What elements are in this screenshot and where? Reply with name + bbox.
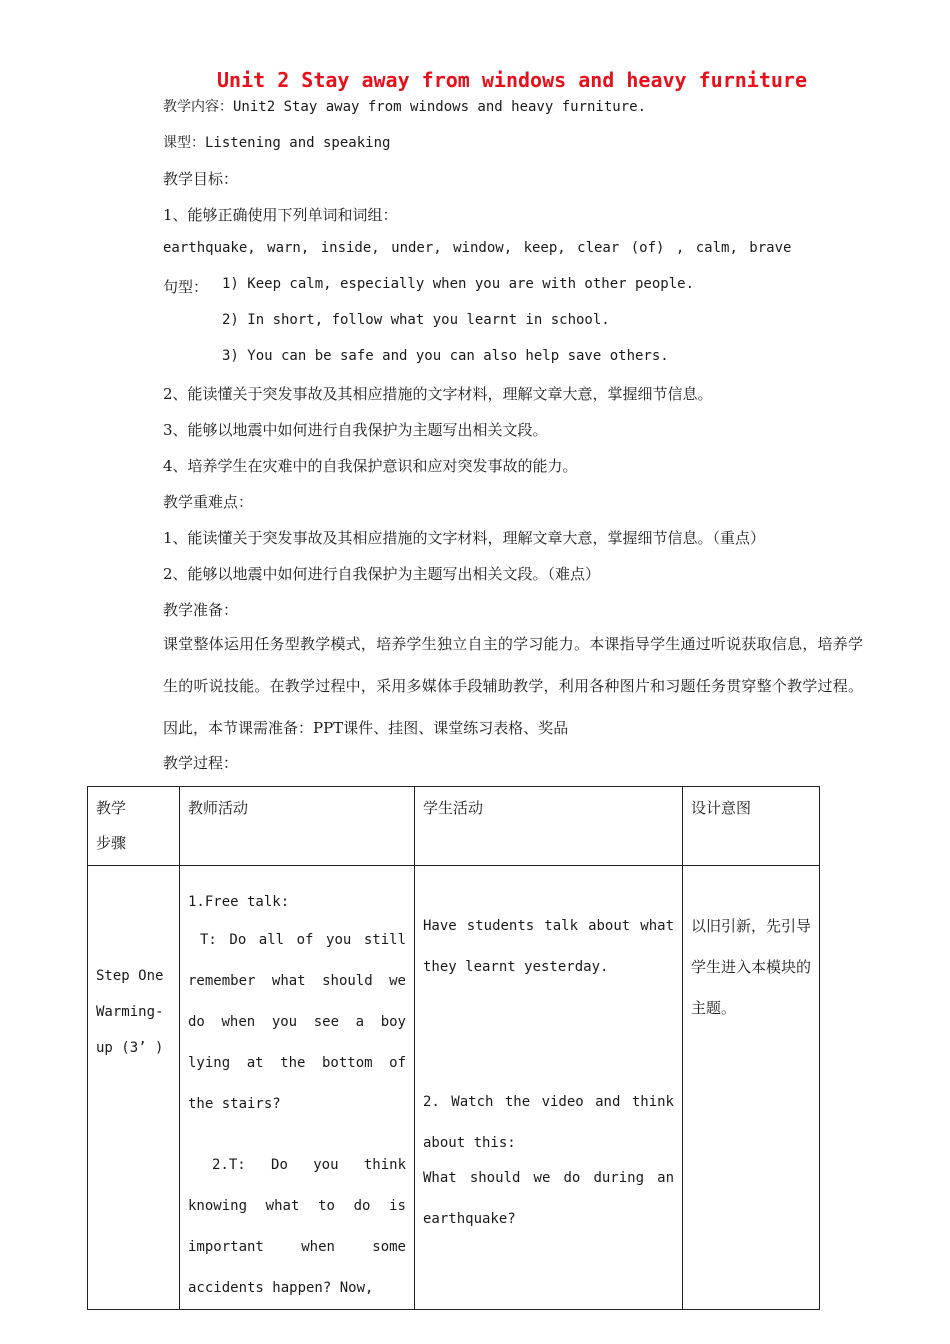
teacher-activity-1-title: 1.Free talk: — [188, 894, 290, 910]
header-step-line-2: 步骤 — [96, 834, 127, 852]
teaching-process-table — [87, 786, 820, 1310]
header-intent — [683, 787, 820, 866]
sentence-2: 2) In short, follow what you learnt in school. — [222, 312, 610, 328]
header-student-label: 学生活动 — [423, 799, 484, 817]
objective-4: 4、培养学生在灾难中的自我保护意识和应对突发事故的能力。 — [163, 457, 578, 475]
lesson-type: 课型：Listening and speaking — [163, 135, 391, 151]
student-activity-3: What should we do during an earthquake? — [423, 1170, 674, 1227]
design-intent-cell — [683, 866, 820, 1310]
step-line-1: Step One — [96, 968, 164, 984]
step-cell — [88, 866, 180, 1310]
student-activity-2: 2. Watch the video and think about this: — [423, 1094, 674, 1151]
objective-3: 3、能够以地震中如何进行自我保护为主题写出相关文段。 — [163, 421, 548, 439]
key-point-1: 1、能读懂关于突发事故及其相应措施的文字材料，理解文章大意，掌握细节信息。（重点） — [163, 529, 766, 547]
process-heading: 教学过程： — [163, 754, 239, 772]
header-teacher — [180, 787, 415, 866]
preparation-heading: 教学准备： — [163, 601, 239, 619]
student-activity-cell — [415, 866, 683, 1310]
vocabulary-list: earthquake, warn, inside, under, window, keep, clear (of) , calm, brave — [163, 240, 792, 256]
teacher-activity-1-text: T: Do all of you still remember what should we do when you see a boy lying at the bottom of the stairs? — [188, 932, 406, 1112]
sentence-label: 句型： — [163, 278, 209, 296]
header-intent-label: 设计意图 — [691, 799, 752, 817]
key-point-2: 2、能够以地震中如何进行自我保护为主题写出相关文段。（难点） — [163, 565, 601, 583]
table-row — [88, 866, 820, 1310]
objectives-heading: 教学目标： — [163, 170, 239, 188]
key-points-heading: 教学重难点： — [163, 493, 254, 511]
step-line-3: up (3’ ) — [96, 1040, 164, 1056]
design-intent-text: 以旧引新，先引导学生进入本模块的主题。 — [691, 917, 812, 1017]
header-step — [88, 787, 180, 866]
table-header-row — [88, 787, 820, 866]
preparation-text: 课堂整体运用任务型教学模式，培养学生独立自主的学习能力。本课指导学生通过听说获取信息，培养学生的听说技能。在教学过程中，采用多媒体手段辅助教学，利用各种图片和习题任务贯穿整个教学过程。因此，本节课需准备：PPT课件、挂图、课堂练习表格、奖品 — [163, 635, 863, 737]
step-line-2: Warming- — [96, 1004, 164, 1020]
teacher-activity-2-text: 2.T: Do you think knowing what to do is important when some accidents happen? Now, — [188, 1157, 406, 1296]
teacher-activity-cell — [180, 866, 415, 1310]
teaching-content: 教学内容：Unit2 Stay away from windows and heavy furniture. — [163, 99, 647, 115]
sentence-1: 1) Keep calm, especially when you are with other people. — [222, 276, 695, 292]
student-activity-1: Have students talk about what they learnt yesterday. — [423, 918, 674, 975]
sentence-3: 3) You can be safe and you can also help save others. — [222, 348, 669, 364]
objective-2: 2、能读懂关于突发事故及其相应措施的文字材料，理解文章大意，掌握细节信息。 — [163, 385, 713, 403]
objective-1: 1、能够正确使用下列单词和词组： — [163, 206, 398, 224]
header-student — [415, 787, 683, 866]
document-title: Unit 2 Stay away from windows and heavy furniture — [216, 68, 807, 92]
header-teacher-label: 教师活动 — [188, 799, 249, 817]
header-step-line-1: 教学 — [96, 799, 127, 817]
